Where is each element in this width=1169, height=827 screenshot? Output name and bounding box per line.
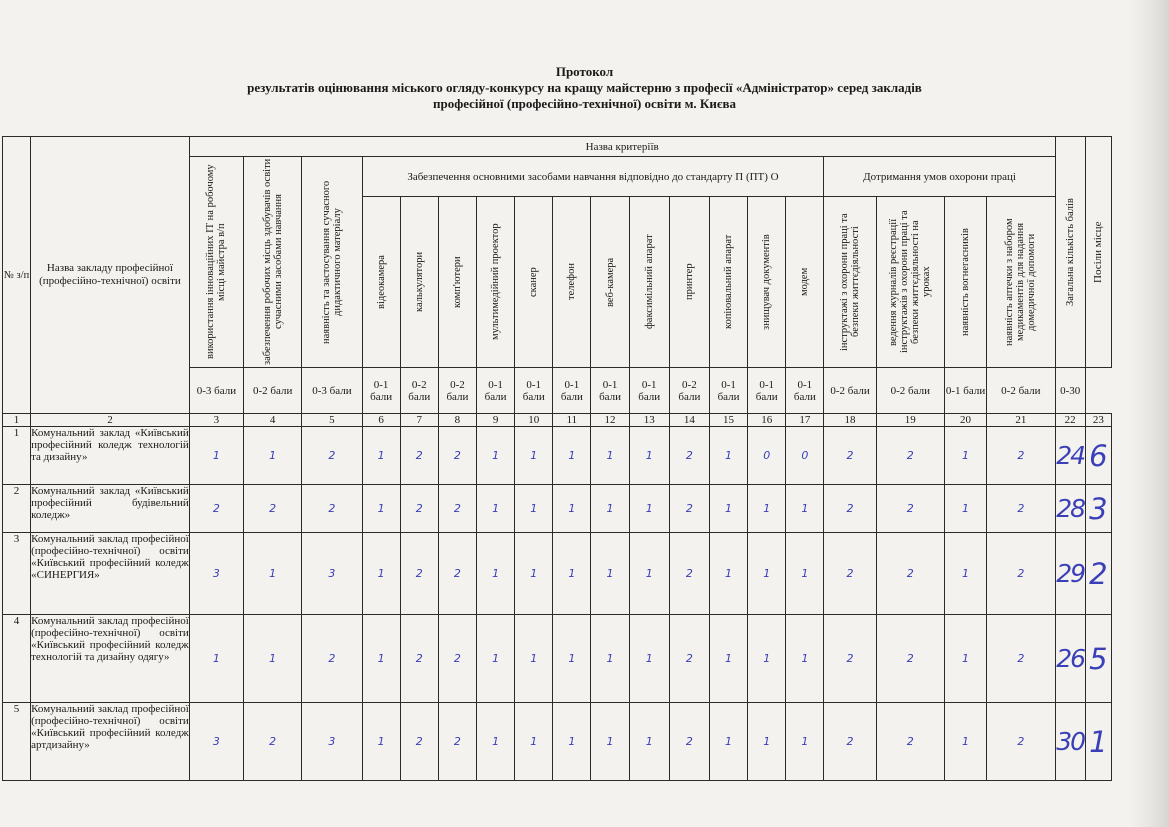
- score-range: 0-2 бали: [987, 368, 1055, 414]
- criterion-score: 2: [400, 533, 438, 615]
- header-equipment-item: мультимедійний проектор: [477, 197, 515, 368]
- column-index: 7: [400, 414, 438, 427]
- header-safety-item: наявність аптечки з набором медикаментів для надання домедичної допомоги: [987, 197, 1055, 368]
- criterion-score: 1: [244, 615, 302, 703]
- criterion-score: 1: [477, 427, 515, 485]
- criterion-score: 2: [302, 615, 362, 703]
- criterion-score: 2: [824, 703, 876, 781]
- criterion-score: 1: [515, 703, 553, 781]
- criterion-score: 2: [438, 615, 476, 703]
- column-index: 21: [987, 414, 1055, 427]
- header-place: Посіли місце: [1085, 137, 1111, 368]
- criterion-score: 1: [629, 427, 669, 485]
- criterion-score: 2: [987, 533, 1055, 615]
- criterion-score: 2: [438, 427, 476, 485]
- score-range: 0-1 бали: [944, 368, 986, 414]
- table-row: [3, 485, 1112, 533]
- criterion-score: 2: [438, 533, 476, 615]
- column-index: 12: [591, 414, 629, 427]
- criterion-score: 3: [302, 533, 362, 615]
- criterion-score: 1: [944, 427, 986, 485]
- criterion-score: 2: [824, 427, 876, 485]
- institution-name: Комунальний заклад професійної (професійно-технічної) освіти «Київський професійний коледж технологій та дизайну одягу»: [31, 615, 190, 703]
- institution-name: Комунальний заклад «Київський професійний коледж технологій та дизайну»: [31, 427, 190, 485]
- criterion-score: 1: [629, 703, 669, 781]
- score-range: 0-1 бали: [591, 368, 629, 414]
- criterion-score: 1: [553, 703, 591, 781]
- score-range: 0-1 бали: [709, 368, 747, 414]
- criterion-score: 1: [629, 485, 669, 533]
- column-index: 2: [31, 414, 190, 427]
- criterion-score: 2: [876, 703, 944, 781]
- criterion-score: 2: [987, 703, 1055, 781]
- title-line-1: Протокол: [555, 64, 614, 79]
- criterion-score: 2: [302, 485, 362, 533]
- criterion-score: 2: [438, 703, 476, 781]
- column-index: 16: [748, 414, 786, 427]
- score-range: 0-2 бали: [400, 368, 438, 414]
- criterion-score: 1: [748, 485, 786, 533]
- institution-name: Комунальний заклад професійної (професійно-технічної) освіти «Київський професійний коледж артдизайну»: [31, 703, 190, 781]
- criterion-score: 1: [189, 615, 243, 703]
- place: 3: [1085, 485, 1111, 533]
- column-index: 20: [944, 414, 986, 427]
- header-equipment-item: телефон: [553, 197, 591, 368]
- document-title: [0, 64, 1169, 112]
- criterion-score: 1: [189, 427, 243, 485]
- criterion-score: 2: [438, 485, 476, 533]
- header-crit-3: наявність та застосування сучасного дидактичного матеріалу: [302, 157, 362, 368]
- criterion-score: 2: [824, 533, 876, 615]
- criterion-score: 2: [876, 427, 944, 485]
- criterion-score: 1: [944, 485, 986, 533]
- total-score: 30: [1055, 703, 1085, 781]
- column-index: 10: [515, 414, 553, 427]
- header-equipment-group: Забезпечення основними засобами навчання відповідно до стандарту П (ПТ) О: [362, 157, 824, 197]
- row-number: 2: [3, 485, 31, 533]
- table-row: [3, 615, 1112, 703]
- criterion-score: 2: [987, 615, 1055, 703]
- criterion-score: 0: [748, 427, 786, 485]
- criterion-score: 2: [400, 703, 438, 781]
- score-range: 0-2 бали: [438, 368, 476, 414]
- criterion-score: 1: [748, 533, 786, 615]
- criterion-score: 2: [244, 703, 302, 781]
- column-index: 18: [824, 414, 876, 427]
- column-index: 14: [669, 414, 709, 427]
- criterion-score: 1: [786, 615, 824, 703]
- criterion-score: 1: [515, 615, 553, 703]
- header-crit-2: забезпечення робочих місць здобувачів освіти сучасними засобами навчання: [244, 157, 302, 368]
- place: 2: [1085, 533, 1111, 615]
- criterion-score: 1: [515, 533, 553, 615]
- total-score: 24: [1055, 427, 1085, 485]
- row-number: 4: [3, 615, 31, 703]
- criterion-score: 1: [591, 533, 629, 615]
- table-row: [3, 427, 1112, 485]
- criterion-score: 1: [477, 615, 515, 703]
- criterion-score: 1: [553, 615, 591, 703]
- criterion-score: 2: [189, 485, 243, 533]
- criterion-score: 2: [400, 485, 438, 533]
- criterion-score: 2: [302, 427, 362, 485]
- score-range: 0-1 бали: [362, 368, 400, 414]
- table-row: [3, 533, 1112, 615]
- score-range: 0-2 бали: [876, 368, 944, 414]
- row-number: 3: [3, 533, 31, 615]
- column-index: 8: [438, 414, 476, 427]
- criterion-score: 1: [362, 533, 400, 615]
- criterion-score: 2: [987, 427, 1055, 485]
- criterion-score: 2: [824, 615, 876, 703]
- column-index: 22: [1055, 414, 1085, 427]
- header-safety-item: ведення журналів реєстрації інструктажів з охорони праці та безпеки життєдіяльності на уроках: [876, 197, 944, 368]
- header-equipment-item: веб-камера: [591, 197, 629, 368]
- scan-shadow: [1129, 0, 1169, 827]
- criterion-score: 2: [876, 485, 944, 533]
- column-index: 5: [302, 414, 362, 427]
- criterion-score: 1: [629, 615, 669, 703]
- criterion-score: 1: [244, 533, 302, 615]
- criterion-score: 1: [362, 427, 400, 485]
- score-range: 0-2 бали: [824, 368, 876, 414]
- criterion-score: 2: [669, 533, 709, 615]
- criterion-score: 1: [591, 485, 629, 533]
- criterion-score: 2: [400, 427, 438, 485]
- criterion-score: 2: [669, 615, 709, 703]
- criterion-score: 2: [669, 485, 709, 533]
- criterion-score: 1: [362, 615, 400, 703]
- criterion-score: 1: [786, 485, 824, 533]
- criterion-score: 1: [591, 703, 629, 781]
- criterion-score: 1: [709, 703, 747, 781]
- institution-name: Комунальний заклад професійної (професійно-технічної) освіти «Київський професійний коледж «СИНЕРГИЯ»: [31, 533, 190, 615]
- criterion-score: 1: [944, 533, 986, 615]
- criterion-score: 1: [748, 703, 786, 781]
- header-total-score: Загальна кількість балів: [1055, 137, 1085, 368]
- criterion-score: 1: [515, 485, 553, 533]
- column-index: 23: [1085, 414, 1111, 427]
- header-institution-name: Назва закладу професійної (професійно-технічної) освіти: [31, 137, 190, 414]
- criterion-score: 2: [669, 427, 709, 485]
- column-index: 9: [477, 414, 515, 427]
- score-range: 0-1 бали: [786, 368, 824, 414]
- score-range: 0-1 бали: [515, 368, 553, 414]
- column-index: 3: [189, 414, 243, 427]
- criterion-score: 1: [553, 427, 591, 485]
- total-score: 26: [1055, 615, 1085, 703]
- criterion-score: 1: [553, 485, 591, 533]
- score-range: 0-30: [1055, 368, 1085, 414]
- header-equipment-item: знищувач документів: [748, 197, 786, 368]
- criterion-score: 1: [709, 533, 747, 615]
- criterion-score: 3: [189, 703, 243, 781]
- table-row: [3, 703, 1112, 781]
- criterion-score: 2: [876, 533, 944, 615]
- criterion-score: 1: [591, 427, 629, 485]
- criterion-score: 2: [400, 615, 438, 703]
- score-range: 0-2 бали: [669, 368, 709, 414]
- header-safety-group: Дотримання умов охорони праці: [824, 157, 1055, 197]
- title-line-3: професійної (професійно-технічної) освіти м. Києва: [433, 96, 736, 111]
- criterion-score: 1: [709, 427, 747, 485]
- criterion-score: 2: [244, 485, 302, 533]
- criterion-score: 3: [302, 703, 362, 781]
- total-score: 29: [1055, 533, 1085, 615]
- criterion-score: 2: [987, 485, 1055, 533]
- criterion-score: 0: [786, 427, 824, 485]
- results-table: [2, 136, 1112, 781]
- place: 6: [1085, 427, 1111, 485]
- criterion-score: 1: [786, 703, 824, 781]
- column-index: 19: [876, 414, 944, 427]
- place: 1: [1085, 703, 1111, 781]
- row-number: 5: [3, 703, 31, 781]
- score-range: 0-1 бали: [748, 368, 786, 414]
- criterion-score: 1: [709, 485, 747, 533]
- score-range: 0-1 бали: [629, 368, 669, 414]
- criterion-score: 1: [748, 615, 786, 703]
- criterion-score: 1: [477, 485, 515, 533]
- column-index: 15: [709, 414, 747, 427]
- title-line-2: результатів оцінювання міського огляду-конкурсу на кращу майстерню з професії «Адміністратор» серед закладів: [247, 80, 922, 95]
- score-range: 0-1 бали: [553, 368, 591, 414]
- criterion-score: 1: [944, 703, 986, 781]
- header-equipment-item: комп'ютери: [438, 197, 476, 368]
- column-index: 13: [629, 414, 669, 427]
- criterion-score: 1: [944, 615, 986, 703]
- column-index: 6: [362, 414, 400, 427]
- header-equipment-item: калькулятори: [400, 197, 438, 368]
- criterion-score: 1: [477, 703, 515, 781]
- header-equipment-item: сканер: [515, 197, 553, 368]
- criterion-score: 2: [824, 485, 876, 533]
- score-range: 0-1 бали: [477, 368, 515, 414]
- criterion-score: 1: [362, 703, 400, 781]
- row-number: 1: [3, 427, 31, 485]
- column-index: 1: [3, 414, 31, 427]
- header-equipment-item: факсимільний апарат: [629, 197, 669, 368]
- criterion-score: 1: [515, 427, 553, 485]
- header-equipment-item: модем: [786, 197, 824, 368]
- header-equipment-item: копіювальний апарат: [709, 197, 747, 368]
- header-safety-item: наявність вогнегасників: [944, 197, 986, 368]
- score-range: 0-3 бали: [302, 368, 362, 414]
- header-criteria-name: Назва критеріїв: [189, 137, 1055, 157]
- header-safety-item: інструктажі з охорони праці та безпеки життєдіяльності: [824, 197, 876, 368]
- criterion-score: 1: [244, 427, 302, 485]
- criterion-score: 2: [876, 615, 944, 703]
- score-range: 0-3 бали: [189, 368, 243, 414]
- criterion-score: 1: [629, 533, 669, 615]
- criterion-score: 1: [362, 485, 400, 533]
- criterion-score: 2: [669, 703, 709, 781]
- criterion-score: 1: [553, 533, 591, 615]
- institution-name: Комунальний заклад «Київський професійний будівельний коледж»: [31, 485, 190, 533]
- criterion-score: 1: [709, 615, 747, 703]
- column-index: 11: [553, 414, 591, 427]
- total-score: 28: [1055, 485, 1085, 533]
- criterion-score: 1: [477, 533, 515, 615]
- place: 5: [1085, 615, 1111, 703]
- criterion-score: 3: [189, 533, 243, 615]
- column-index: 17: [786, 414, 824, 427]
- header-equipment-item: відеокамера: [362, 197, 400, 368]
- score-range: 0-2 бали: [244, 368, 302, 414]
- header-no: № з/п: [3, 137, 31, 414]
- header-equipment-item: принтер: [669, 197, 709, 368]
- header-crit-1: використання інноваційних ІТ на робочому місці майстра в/п: [189, 157, 243, 368]
- criterion-score: 1: [591, 615, 629, 703]
- criterion-score: 1: [786, 533, 824, 615]
- column-index: 4: [244, 414, 302, 427]
